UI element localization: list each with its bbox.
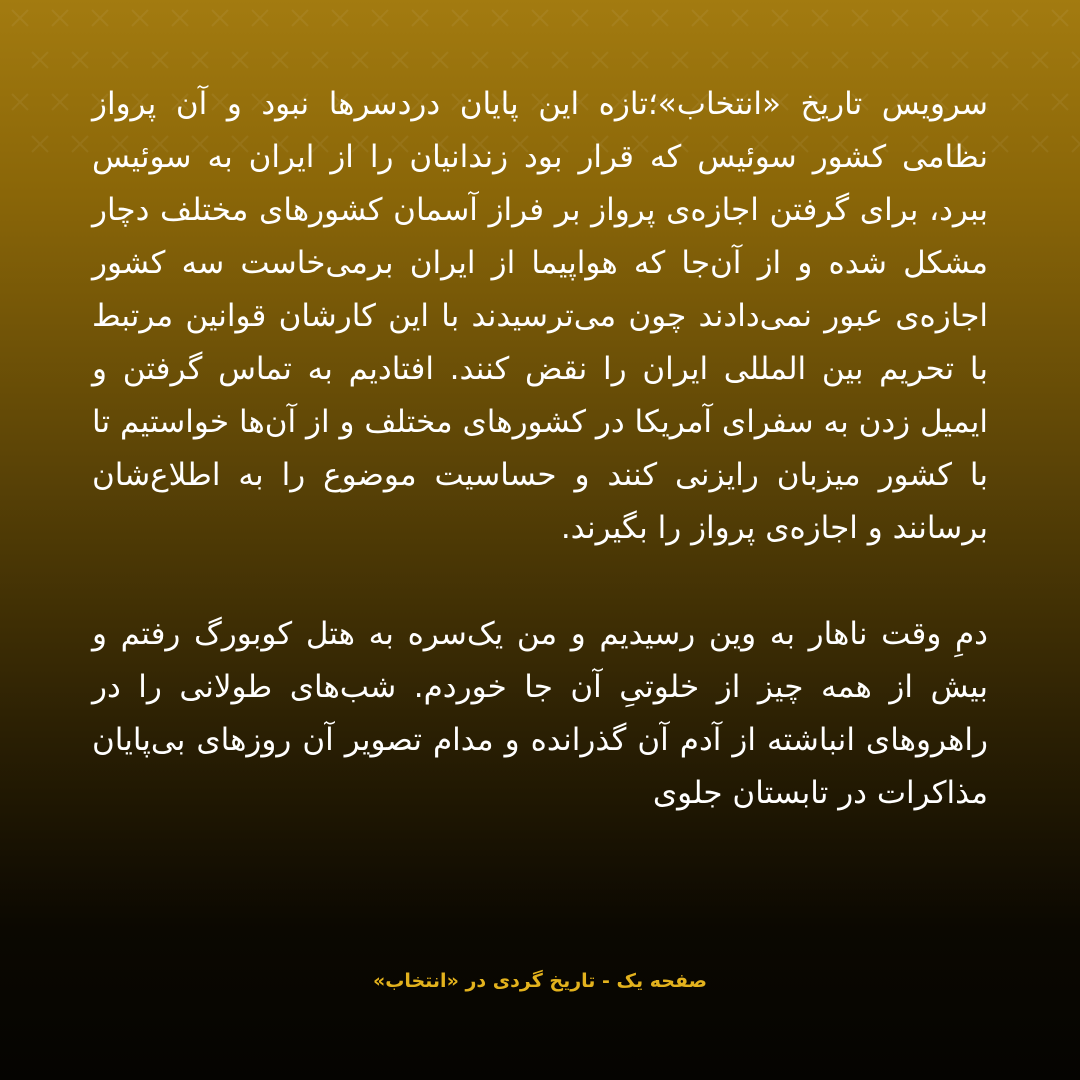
pattern-mark: [192, 52, 208, 68]
pattern-mark: [1012, 94, 1028, 110]
pattern-mark: [972, 10, 988, 26]
pattern-mark: [752, 52, 768, 68]
pattern-mark: [1072, 136, 1080, 152]
pattern-mark: [12, 94, 28, 110]
pattern-mark: [932, 10, 948, 26]
pattern-mark: [492, 10, 508, 26]
pattern-mark: [132, 10, 148, 26]
pattern-mark: [72, 136, 88, 152]
article-paragraph-1: سرویس تاریخ «انتخاب»؛تازه این پایان دردسرها نبود و آن پرواز نظامی کشور سوئیس که قرار بود زندانیان را از ایران به سوئیس ببرد، برای گرفتن اجازه‌ی پرواز بر فراز آسمان کشورهای مختلف دچار مشکل شده و از آن‌جا که هواپیما از ایران برمی‌خاست سه کشور اجازه‌ی عبور نمی‌دادند چون می‌ترسیدند با این کارشان قوانین مرتبط با تحریم بین المللی ایران را نقض کنند. افتادیم به تماس گرفتن و ایمیل زدن به سفرای آمریکا در کشورهای مختلف و از آن‌ها خواستیم تا با کشور میزبان رایزنی کنند و حساسیت موضوع را به اطلاع‌شان برسانند و اجازه‌ی پرواز را بگیرند.: [92, 86, 988, 546]
pattern-mark: [452, 10, 468, 26]
pattern-mark: [1032, 136, 1048, 152]
pattern-mark: [92, 10, 108, 26]
pattern-mark: [592, 52, 608, 68]
pattern-mark: [552, 52, 568, 68]
pattern-mark: [412, 10, 428, 26]
pattern-mark: [232, 52, 248, 68]
pattern-mark: [852, 10, 868, 26]
pattern-mark: [632, 52, 648, 68]
pattern-mark: [152, 52, 168, 68]
pattern-mark: [892, 10, 908, 26]
pattern-mark: [612, 10, 628, 26]
pattern-mark: [692, 10, 708, 26]
pattern-mark: [1052, 94, 1068, 110]
pattern-mark: [872, 52, 888, 68]
pattern-mark: [532, 10, 548, 26]
pattern-mark: [992, 136, 1008, 152]
footer-caption: صفحه یک - تاریخ گردی در «انتخاب»: [372, 970, 708, 992]
pattern-mark: [352, 52, 368, 68]
pattern-mark: [372, 10, 388, 26]
pattern-mark: [952, 52, 968, 68]
pattern-mark: [332, 10, 348, 26]
pattern-mark: [472, 52, 488, 68]
pattern-mark: [792, 52, 808, 68]
pattern-mark: [912, 52, 928, 68]
pattern-mark: [172, 10, 188, 26]
pattern-mark: [712, 52, 728, 68]
pattern-mark: [112, 52, 128, 68]
pattern-mark: [12, 10, 28, 26]
pattern-mark: [432, 52, 448, 68]
pattern-mark: [772, 10, 788, 26]
pattern-mark: [72, 52, 88, 68]
pattern-mark: [52, 94, 68, 110]
pattern-mark: [812, 10, 828, 26]
pattern-mark: [392, 52, 408, 68]
pattern-mark: [512, 52, 528, 68]
pattern-mark: [292, 10, 308, 26]
article-body: [92, 78, 988, 820]
pattern-mark: [672, 52, 688, 68]
pattern-mark: [1012, 10, 1028, 26]
pattern-mark: [212, 10, 228, 26]
pattern-mark: [1032, 52, 1048, 68]
pattern-mark: [1072, 52, 1080, 68]
pattern-mark: [32, 136, 48, 152]
pattern-mark: [52, 10, 68, 26]
pattern-mark: [992, 52, 1008, 68]
pattern-mark: [252, 10, 268, 26]
pattern-mark: [652, 10, 668, 26]
pattern-mark: [572, 10, 588, 26]
pattern-mark: [312, 52, 328, 68]
pattern-mark: [832, 52, 848, 68]
pattern-mark: [732, 10, 748, 26]
pattern-mark: [32, 52, 48, 68]
pattern-mark: [272, 52, 288, 68]
article-paragraph-2: دمِ وقت ناهار به وین رسیدیم و من یک‌سره به هتل کوبورگ رفتم و بیش از همه چیز از خلوتیِ آن جا خوردم. شب‌های طولانی را در راهروهای انباشته از آدم آن گذرانده و مدام تصویر آن روزهای بی‌پایان مذاکرات در تابستان جلوی: [92, 616, 988, 811]
pattern-mark: [1052, 10, 1068, 26]
